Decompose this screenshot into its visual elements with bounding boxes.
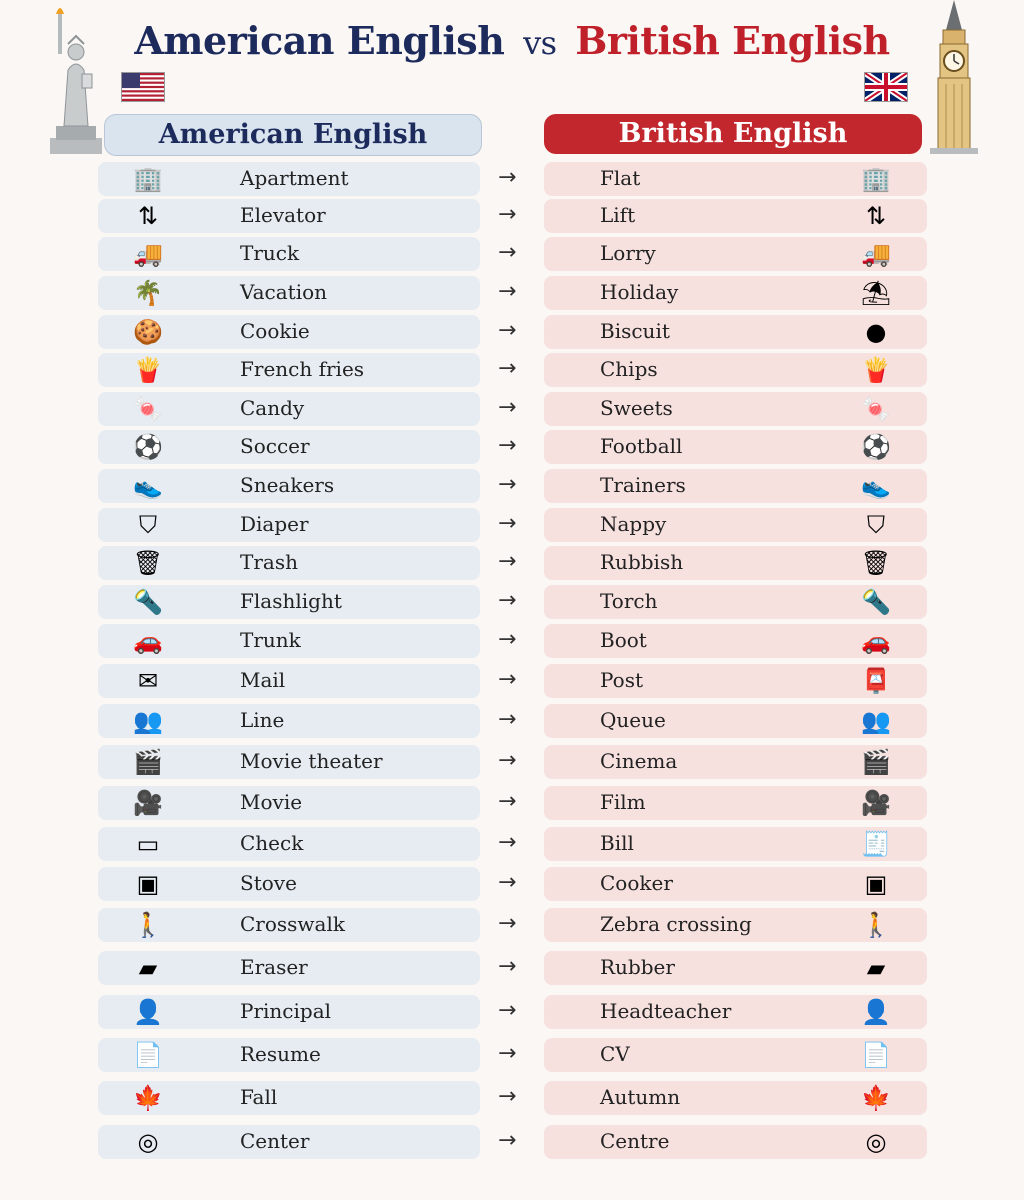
arrow-icon: → [498, 707, 517, 732]
arrow-icon: → [498, 279, 517, 304]
british-word: Zebra crossing [600, 912, 752, 936]
american-word: Movie theater [240, 749, 383, 773]
british-word: Lift [600, 203, 636, 227]
cookie-icon: 🍪 [133, 318, 163, 346]
elevator-icon: ⇅ [137, 202, 159, 230]
target-icon: ◎ [137, 1128, 159, 1156]
british-word: Centre [600, 1129, 670, 1153]
american-word: Line [240, 708, 285, 732]
list-item [0, 1081, 1024, 1115]
arrow-icon: → [498, 748, 517, 773]
biscuit-icon: ● [865, 318, 887, 346]
list-item [0, 162, 1024, 196]
list-item [0, 508, 1024, 542]
document-icon: 📄 [861, 1041, 891, 1069]
pedestrian-crossing-icon: 🚶 [133, 911, 163, 939]
british-word: Autumn [600, 1085, 681, 1109]
arrow-icon: → [498, 588, 517, 613]
arrow-icon: → [498, 240, 517, 265]
list-item [0, 315, 1024, 349]
person-suit-icon: 👤 [861, 998, 891, 1026]
american-word: Cookie [240, 319, 310, 343]
american-word: Center [240, 1129, 310, 1153]
british-word: Cooker [600, 871, 673, 895]
list-item [0, 745, 1024, 779]
american-word: Movie [240, 790, 303, 814]
soccer-ball-icon: ⚽ [133, 433, 163, 461]
list-item [0, 664, 1024, 698]
title-vs: vs [523, 24, 557, 62]
list-item [0, 908, 1024, 942]
arrow-icon: → [498, 356, 517, 381]
arrow-icon: → [498, 1084, 517, 1109]
arrow-icon: → [498, 395, 517, 420]
american-word: Resume [240, 1042, 321, 1066]
red-eraser-icon: ▰ [138, 954, 158, 982]
flashlight-icon: 🔦 [133, 588, 163, 616]
blue-eraser-icon: ▰ [866, 954, 886, 982]
list-item [0, 827, 1024, 861]
british-word: CV [600, 1042, 630, 1066]
american-word: Flashlight [240, 589, 342, 613]
list-item [0, 237, 1024, 271]
british-word: Chips [600, 357, 658, 381]
american-word: Apartment [240, 166, 349, 190]
building-icon: 🏢 [861, 165, 891, 193]
stove-icon: ▣ [864, 870, 888, 898]
british-word: Headteacher [600, 999, 732, 1023]
british-word: Nappy [600, 512, 667, 536]
trash-can-icon: 🗑 [860, 549, 892, 577]
arrow-icon: → [498, 911, 517, 936]
sneaker-icon: 👟 [133, 472, 163, 500]
list-item [0, 392, 1024, 426]
arrow-icon: → [498, 472, 517, 497]
arrow-icon: → [498, 433, 517, 458]
clapperboard-icon: 🎬 [861, 748, 891, 776]
postbox-icon: 📮 [861, 667, 891, 695]
people-queue-icon: 👥 [861, 707, 891, 735]
person-suit-icon: 👤 [133, 998, 163, 1026]
british-word: Holiday [600, 280, 679, 304]
fries-icon: 🍟 [133, 356, 163, 384]
car-icon: 🚗 [861, 627, 891, 655]
list-item [0, 430, 1024, 464]
list-item [0, 786, 1024, 820]
arrow-icon: → [498, 549, 517, 574]
american-word: Truck [240, 241, 300, 265]
british-word: Flat [600, 166, 641, 190]
diaper-icon: ⛉ [139, 511, 157, 539]
american-word: French fries [240, 357, 365, 381]
envelope-icon: ✉ [137, 667, 159, 695]
british-word: Lorry [600, 241, 656, 265]
list-item [0, 585, 1024, 619]
movie-camera-icon: 🎥 [861, 789, 891, 817]
american-word: Check [240, 831, 304, 855]
trash-can-icon: 🗑 [132, 549, 164, 577]
beach-umbrella-icon: ⛱ [860, 279, 892, 307]
list-item [0, 276, 1024, 310]
candy-icon: 🍬 [133, 395, 163, 423]
american-word: Eraser [240, 955, 308, 979]
red-truck-icon: 🚚 [861, 240, 891, 268]
arrow-icon: → [498, 165, 517, 190]
list-item [0, 1125, 1024, 1159]
list-item [0, 1038, 1024, 1072]
clapperboard-icon: 🎬 [133, 748, 163, 776]
maple-leaf-icon: 🍁 [133, 1084, 163, 1112]
soccer-ball-icon: ⚽ [861, 433, 891, 461]
arrow-icon: → [498, 511, 517, 536]
american-word: Elevator [240, 203, 326, 227]
american-word: Stove [240, 871, 297, 895]
list-item [0, 867, 1024, 901]
american-word: Candy [240, 396, 305, 420]
uk-flag-icon [864, 72, 908, 102]
arrow-icon: → [498, 870, 517, 895]
palm-island-icon: 🌴 [133, 279, 163, 307]
arrow-icon: → [498, 830, 517, 855]
building-icon: 🏢 [133, 165, 163, 193]
american-word: Mail [240, 668, 286, 692]
movie-camera-icon: 🎥 [133, 789, 163, 817]
british-word: Film [600, 790, 646, 814]
diaper-icon: ⛉ [867, 511, 885, 539]
bank-check-icon: ▭ [136, 830, 160, 858]
car-icon: 🚗 [133, 627, 163, 655]
arrow-icon: → [498, 1128, 517, 1153]
arrow-icon: → [498, 789, 517, 814]
american-word: Diaper [240, 512, 309, 536]
list-item [0, 624, 1024, 658]
stove-icon: ▣ [136, 870, 160, 898]
arrow-icon: → [498, 202, 517, 227]
american-word: Trunk [240, 628, 301, 652]
list-item [0, 546, 1024, 580]
receipt-icon: 🧾 [861, 830, 891, 858]
list-item [0, 995, 1024, 1029]
british-word: Football [600, 434, 683, 458]
american-word: Principal [240, 999, 332, 1023]
flashlight-icon: 🔦 [861, 588, 891, 616]
blue-truck-icon: 🚚 [133, 240, 163, 268]
american-word: Vacation [240, 280, 328, 304]
page-title [0, 18, 1024, 63]
people-line-icon: 👥 [133, 707, 163, 735]
target-icon: ◎ [865, 1128, 887, 1156]
arrow-icon: → [498, 1041, 517, 1066]
british-word: Cinema [600, 749, 678, 773]
document-icon: 📄 [133, 1041, 163, 1069]
us-flag-icon [121, 72, 165, 102]
british-english-header: British English [544, 114, 922, 154]
british-word: Queue [600, 708, 666, 732]
sneaker-icon: 👟 [861, 472, 891, 500]
maple-leaf-icon: 🍁 [861, 1084, 891, 1112]
british-word: Biscuit [600, 319, 670, 343]
title-american: American English [134, 18, 505, 63]
arrow-icon: → [498, 998, 517, 1023]
british-word: Sweets [600, 396, 673, 420]
list-item [0, 951, 1024, 985]
american-word: Crosswalk [240, 912, 345, 936]
american-word: Fall [240, 1085, 278, 1109]
list-item [0, 704, 1024, 738]
american-word: Soccer [240, 434, 310, 458]
arrow-icon: → [498, 954, 517, 979]
arrow-icon: → [498, 318, 517, 343]
british-word: Rubbish [600, 550, 684, 574]
british-word: Post [600, 668, 643, 692]
american-english-header: American English [104, 114, 482, 156]
list-item [0, 199, 1024, 233]
british-word: Boot [600, 628, 647, 652]
american-word: Trash [240, 550, 298, 574]
chips-bowl-icon: 🍟 [861, 356, 891, 384]
pedestrian-crossing-icon: 🚶 [861, 911, 891, 939]
british-word: Rubber [600, 955, 675, 979]
list-item [0, 353, 1024, 387]
list-item [0, 469, 1024, 503]
arrow-icon: → [498, 667, 517, 692]
american-word: Sneakers [240, 473, 335, 497]
british-word: Bill [600, 831, 634, 855]
arrow-icon: → [498, 627, 517, 652]
elevator-icon: ⇅ [865, 202, 887, 230]
british-word: Trainers [600, 473, 686, 497]
british-word: Torch [600, 589, 658, 613]
sweets-icon: 🍬 [861, 395, 891, 423]
title-british: British English [575, 18, 890, 63]
